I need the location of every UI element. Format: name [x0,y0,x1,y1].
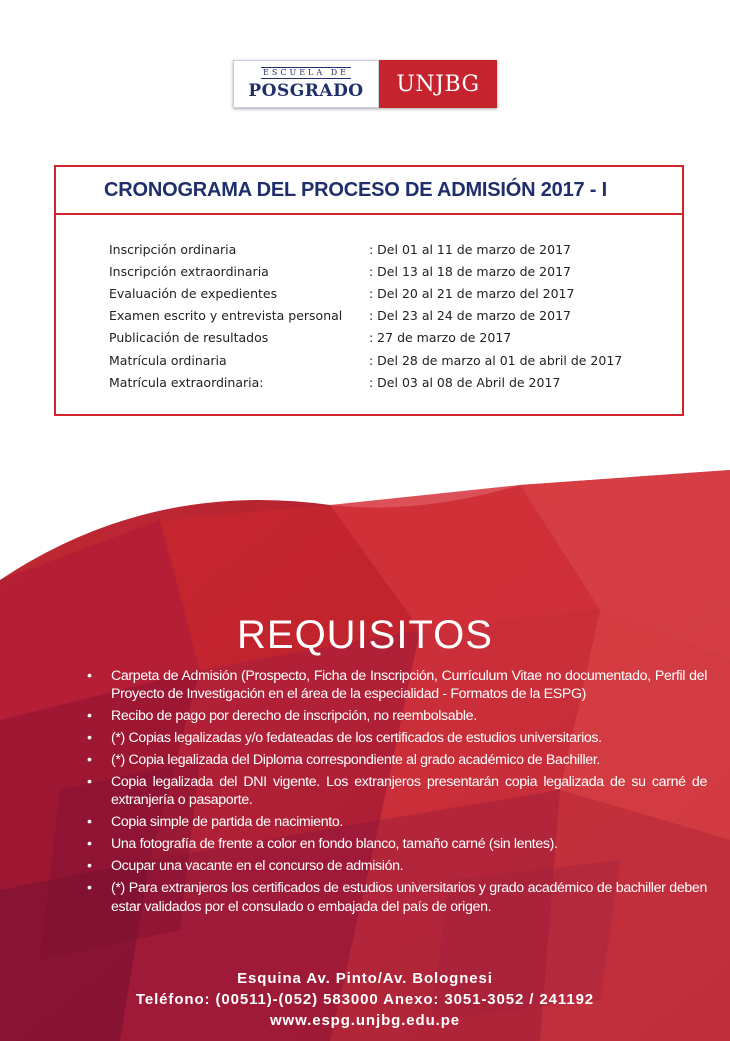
schedule-row [109,371,672,393]
schedule-row [109,238,672,260]
schedule-label: Publicación de resultados [109,330,269,346]
schedule-title: CRONOGRAMA DEL PROCESO DE ADMISIÓN 2017 - I [56,167,682,215]
posgrado-logo [233,60,497,108]
schedule-row [109,305,672,327]
requirements-title: REQUISITOS [237,613,493,657]
schedule-label: Inscripción ordinaria [109,241,237,257]
list-item: • Recibo de pago por derecho de inscripción, no reembolsable. [87,707,707,725]
footer-address: Esquina Av. Pinto/Av. Bolognesi [237,970,493,987]
footer-phone: Teléfono: (00511)-(052) 583000 Anexo: 3051-3052 / 241192 [135,991,595,1008]
schedule-value: : Del 20 al 21 de marzo del 2017 [369,285,575,301]
list-item: • (*) Copia legalizada del Diploma correspondiente al grado académico de Bachiller. [87,751,707,769]
schedule-row [109,260,672,282]
list-item: • Copia simple de partida de nacimiento. [87,813,707,831]
list-item: • Carpeta de Admisión (Prospecto, Ficha de Inscripción, Currículum Vitae no documentado, Perfil del Proyecto de Investigación en el área de la especialidad - Formatos de la ESPG) [87,667,707,703]
schedule-value: : Del 03 al 08 de Abril de 2017 [369,374,561,390]
schedule-label: Evaluación de expedientes [109,285,278,301]
logo-main-text: POSGRADO [248,81,364,101]
list-item: • Ocupar una vacante en el concurso de admisión. [87,857,707,875]
schedule-label: Matrícula extraordinaria: [109,374,264,390]
logo-top-text: ESCUELA DE [263,68,349,77]
logo-posgrado-block [233,60,379,108]
schedule-row [109,349,672,371]
logo-brand: UNJBG [379,60,497,108]
schedule-row [109,327,672,349]
contact-footer [0,968,730,1031]
list-item: • Una fotografía de frente a color en fondo blanco, tamaño carné (sin lentes). [87,835,707,853]
footer-website[interactable]: www.espg.unjbg.edu.pe [269,1012,460,1029]
list-item: • (*) Copias legalizadas y/o fedateadas de los certificados de estudios universitarios. [87,729,707,747]
schedule-value: : Del 01 al 11 de marzo de 2017 [369,241,571,257]
schedule-value: : Del 23 al 24 de marzo de 2017 [369,308,571,324]
list-item: • Copia legalizada del DNI vigente. Los extranjeros presentarán copia legalizada de su carné de extranjería o pasaporte. [87,773,707,809]
schedule-label: Matrícula ordinaria [109,352,227,368]
schedule-label: Examen escrito y entrevista personal [109,308,343,324]
requirements-list [87,667,707,920]
schedule-row [109,282,672,304]
list-item: • (*) Para extranjeros los certificados de estudios universitarios y grado académico de bachiller deben estar validados por el consulado o embajada del país de origen. [87,879,707,915]
schedule-rows [109,238,672,393]
schedule-value: : Del 28 de marzo al 01 de abril de 2017 [369,352,623,368]
schedule-value: : 27 de marzo de 2017 [369,330,512,346]
schedule-value: : Del 13 al 18 de marzo de 2017 [369,263,571,279]
schedule-box [54,165,684,416]
schedule-label: Inscripción extraordinaria [109,263,269,279]
